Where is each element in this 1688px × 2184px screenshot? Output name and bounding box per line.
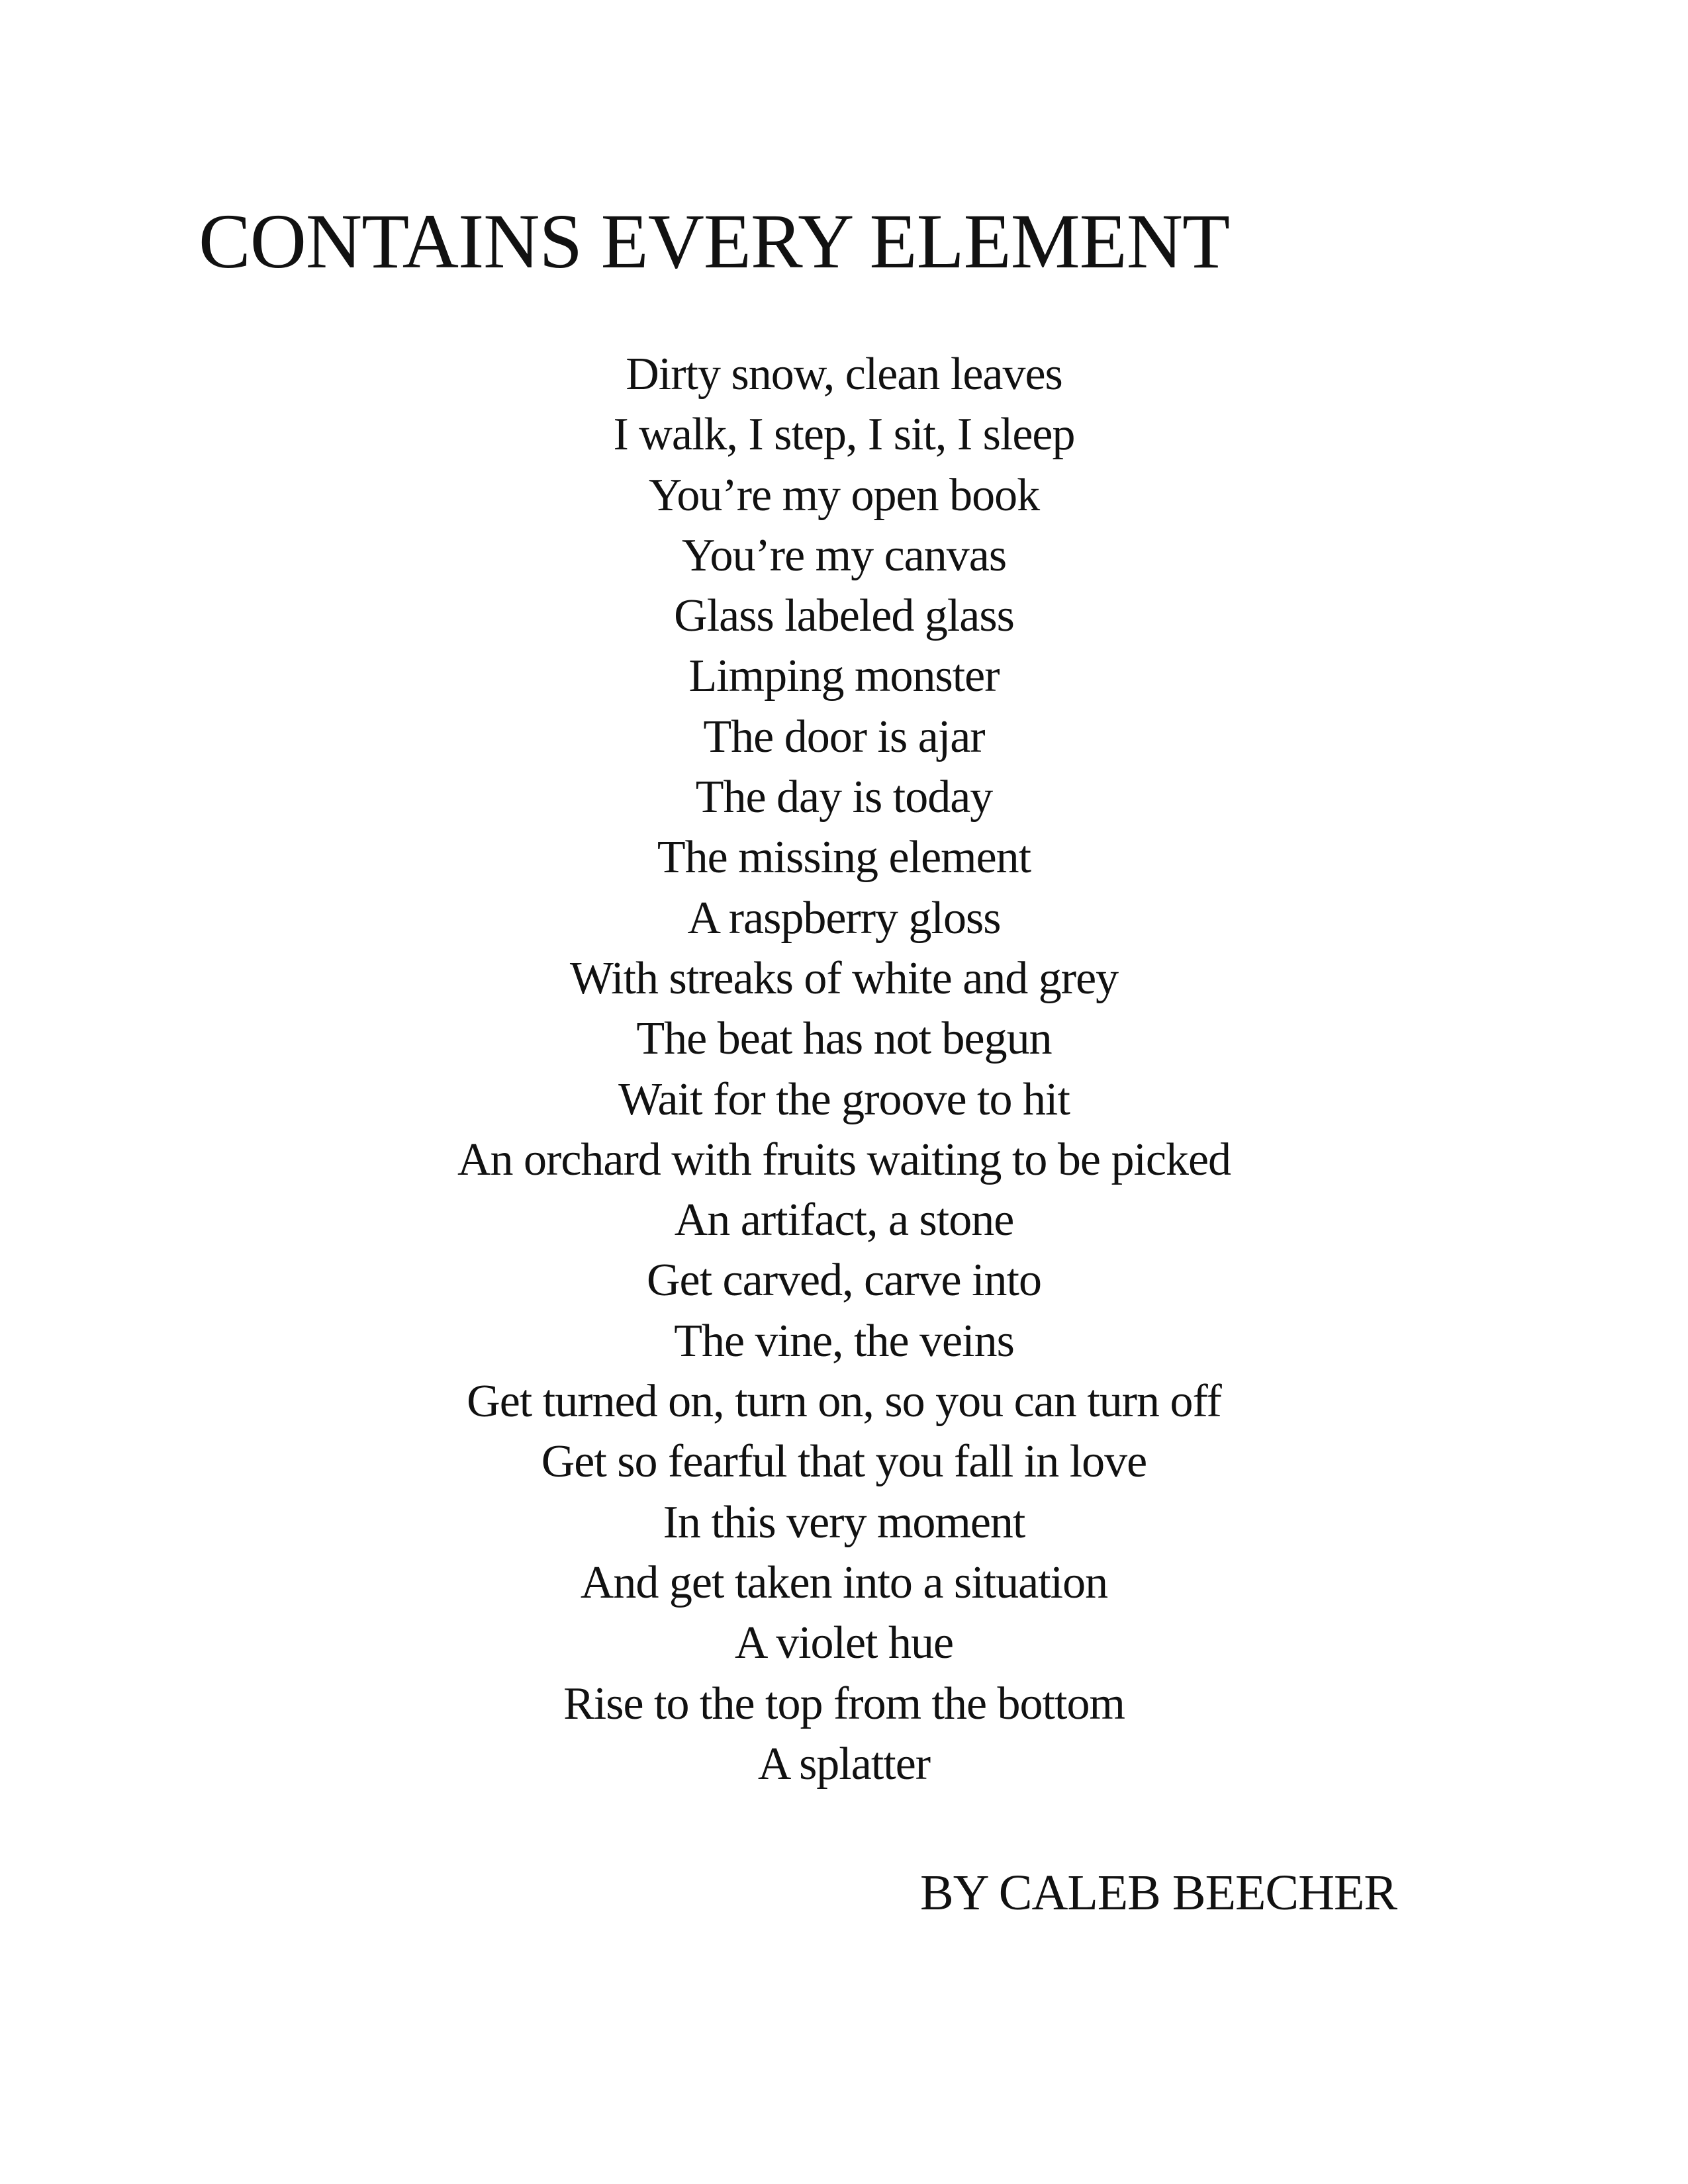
poem-line: The door is ajar: [703, 711, 985, 762]
poem-line: And get taken into a situation: [580, 1557, 1108, 1608]
poem-line: You’re my canvas: [681, 529, 1007, 581]
poem-line: You’re my open book: [648, 469, 1040, 521]
poem-line: The beat has not begun: [636, 1013, 1052, 1065]
poem-line: Get carved, carve into: [646, 1255, 1041, 1306]
poem-line: Get so fearful that you fall in love: [541, 1436, 1147, 1488]
poem-line: I walk, I step, I sit, I sleep: [613, 409, 1075, 461]
poem-line: Rise to the top from the bottom: [563, 1678, 1125, 1729]
poem-line: In this very moment: [663, 1496, 1025, 1548]
poem-line: An artifact, a stone: [674, 1195, 1014, 1246]
poem-line: Limping monster: [688, 651, 1000, 702]
poem-line: The missing element: [657, 832, 1031, 884]
poem-line: A violet hue: [734, 1617, 954, 1669]
poem-line: A raspberry gloss: [687, 892, 1001, 944]
poem-line: Get turned on, turn on, so you can turn off: [467, 1376, 1221, 1428]
author-byline: BY CALEB BEECHER: [920, 1865, 1397, 1921]
poem-line: A splatter: [757, 1738, 931, 1790]
poem-line: Wait for the groove to hit: [618, 1073, 1070, 1125]
poem-line: Dirty snow, clean leaves: [626, 349, 1062, 400]
poem-line: With streaks of white and grey: [569, 952, 1119, 1004]
poem-line: An orchard with fruits waiting to be picked: [457, 1134, 1231, 1185]
poem-line: Glass labeled glass: [674, 590, 1014, 642]
poem-title: CONTAINS EVERY ELEMENT: [199, 198, 1230, 285]
poem-line: The day is today: [695, 772, 993, 823]
poem-line: The vine, the veins: [674, 1315, 1014, 1367]
poem-body: [0, 344, 1688, 1794]
